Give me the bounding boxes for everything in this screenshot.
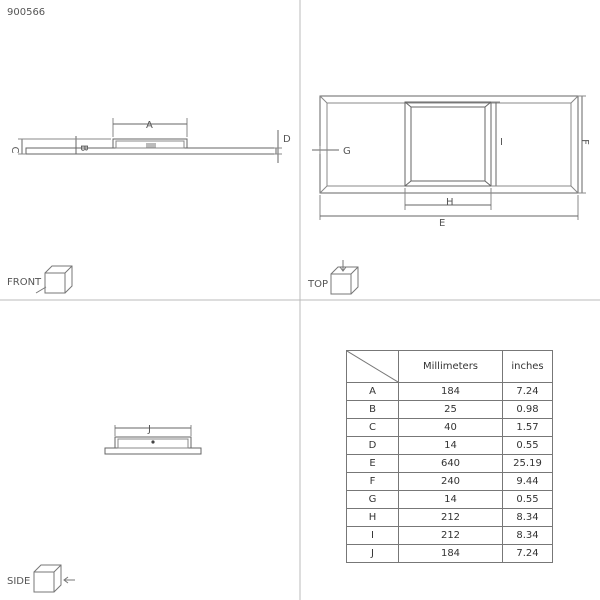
front-view-label: FRONT — [7, 277, 42, 288]
side-panel — [105, 448, 201, 454]
top-panel-outer — [320, 96, 578, 193]
row-mm: 184 — [399, 545, 503, 563]
row-mm: 240 — [399, 473, 503, 491]
header-inches: inches — [503, 351, 553, 383]
table-row — [347, 509, 553, 527]
dim-label-i: I — [500, 137, 503, 148]
front-panel — [26, 148, 276, 154]
row-mm: 25 — [399, 401, 503, 419]
table-row — [347, 473, 553, 491]
front-vents — [147, 143, 155, 148]
dimensions-table-wrapper — [346, 350, 553, 563]
top-center-square-outer — [405, 102, 491, 186]
row-key: E — [347, 455, 399, 473]
row-key: B — [347, 401, 399, 419]
side-view — [105, 425, 201, 454]
dimensions-table — [346, 350, 553, 563]
header-millimeters: Millimeters — [399, 351, 503, 383]
row-mm: 184 — [399, 383, 503, 401]
row-in: 1.57 — [503, 419, 553, 437]
row-key: D — [347, 437, 399, 455]
top-cube-icon — [331, 260, 358, 294]
top-center-square-inner — [411, 107, 485, 181]
row-in: 8.34 — [503, 509, 553, 527]
header-diagonal — [347, 351, 398, 382]
dim-label-e: E — [439, 218, 446, 229]
side-view-label: SIDE — [7, 576, 31, 587]
front-cube-icon — [36, 266, 72, 293]
dim-label-g: G — [343, 146, 351, 157]
row-mm: 14 — [399, 437, 503, 455]
dim-label-a: A — [146, 120, 153, 131]
table-header-row — [347, 351, 553, 383]
row-key: A — [347, 383, 399, 401]
side-screw — [151, 440, 154, 443]
table-row — [347, 455, 553, 473]
row-key: C — [347, 419, 399, 437]
row-in: 8.34 — [503, 527, 553, 545]
dim-label-h: H — [446, 197, 454, 208]
dim-label-c: C — [9, 146, 20, 154]
dim-label-j: J — [148, 424, 151, 435]
row-key: I — [347, 527, 399, 545]
row-mm: 212 — [399, 527, 503, 545]
row-in: 0.55 — [503, 491, 553, 509]
dim-label-f: F — [579, 139, 590, 145]
product-code: 900566 — [7, 7, 46, 18]
table-row — [347, 527, 553, 545]
row-key: F — [347, 473, 399, 491]
table-row — [347, 383, 553, 401]
side-cube-icon — [34, 565, 75, 592]
table-row — [347, 401, 553, 419]
row-in: 7.24 — [503, 545, 553, 563]
header-corner-cell — [347, 351, 399, 383]
dim-label-b: B — [78, 144, 89, 152]
row-key: G — [347, 491, 399, 509]
top-panel-inner — [327, 103, 571, 186]
table-row — [347, 491, 553, 509]
row-mm: 14 — [399, 491, 503, 509]
table-row — [347, 545, 553, 563]
table-row — [347, 419, 553, 437]
row-key: H — [347, 509, 399, 527]
row-mm: 40 — [399, 419, 503, 437]
front-box — [113, 139, 187, 148]
row-in: 0.55 — [503, 437, 553, 455]
dim-label-d: D — [283, 134, 291, 145]
row-in: 0.98 — [503, 401, 553, 419]
row-in: 25.19 — [503, 455, 553, 473]
row-in: 7.24 — [503, 383, 553, 401]
top-view-label: TOP — [308, 279, 329, 290]
row-key: J — [347, 545, 399, 563]
row-mm: 212 — [399, 509, 503, 527]
row-mm: 640 — [399, 455, 503, 473]
row-in: 9.44 — [503, 473, 553, 491]
table-row — [347, 437, 553, 455]
